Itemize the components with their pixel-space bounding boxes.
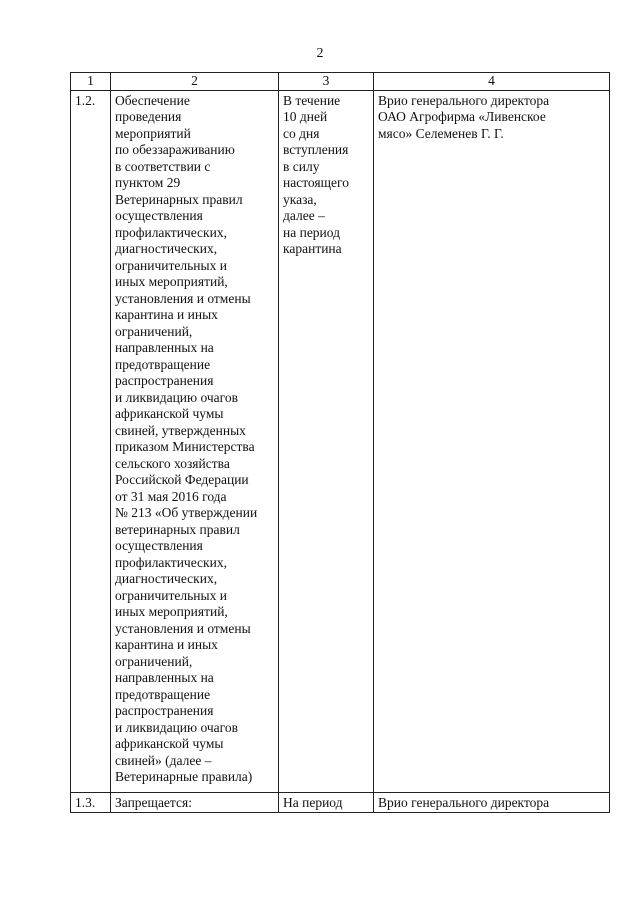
table-row — [71, 792, 610, 813]
table-row — [71, 90, 610, 792]
header-cell-4: 4 — [374, 73, 610, 91]
page-number: 2 — [316, 46, 324, 61]
measures-table — [70, 72, 610, 813]
measure-responsible: Врио генерального директора ОАО Агрофирма «Ливенское мясо» Селеменев Г. Г. — [374, 90, 610, 792]
table-header-row — [71, 73, 610, 91]
measure-content: Запрещается: — [111, 792, 279, 813]
header-cell-2: 2 — [111, 73, 279, 91]
row-number: 1.3. — [71, 792, 111, 813]
measure-deadline: В течение 10 дней со дня вступления в силу настоящего указа, далее – на период карантина — [279, 90, 374, 792]
measure-responsible: Врио генерального директора — [374, 792, 610, 813]
measure-content: Обеспечение проведения мероприятий по обеззараживанию в соответствии с пунктом 29 Ветеринарных правил осуществления профилактических, диагностических, ограничительных и иных мероприятий, установления и отмены карантина и иных ограничений, направленных на предотвращение распространения и ликвидацию очагов африканской чумы свиней, утвержденных приказом Министерства сельского хозяйства Российской Федерации от 31 мая 2016 года № 213 «Об утверждении ветеринарных правил осуществления профилактических, диагностических, ограничительных и иных мероприятий, установления и отмены карантина и иных ограничений, направленных на предотвращение распространения и ликвидацию очагов африканской чумы свиней» (далее – Ветеринарные правила) — [111, 90, 279, 792]
header-cell-1: 1 — [71, 73, 111, 91]
measure-deadline: На период — [279, 792, 374, 813]
row-number: 1.2. — [71, 90, 111, 792]
header-cell-3: 3 — [279, 73, 374, 91]
